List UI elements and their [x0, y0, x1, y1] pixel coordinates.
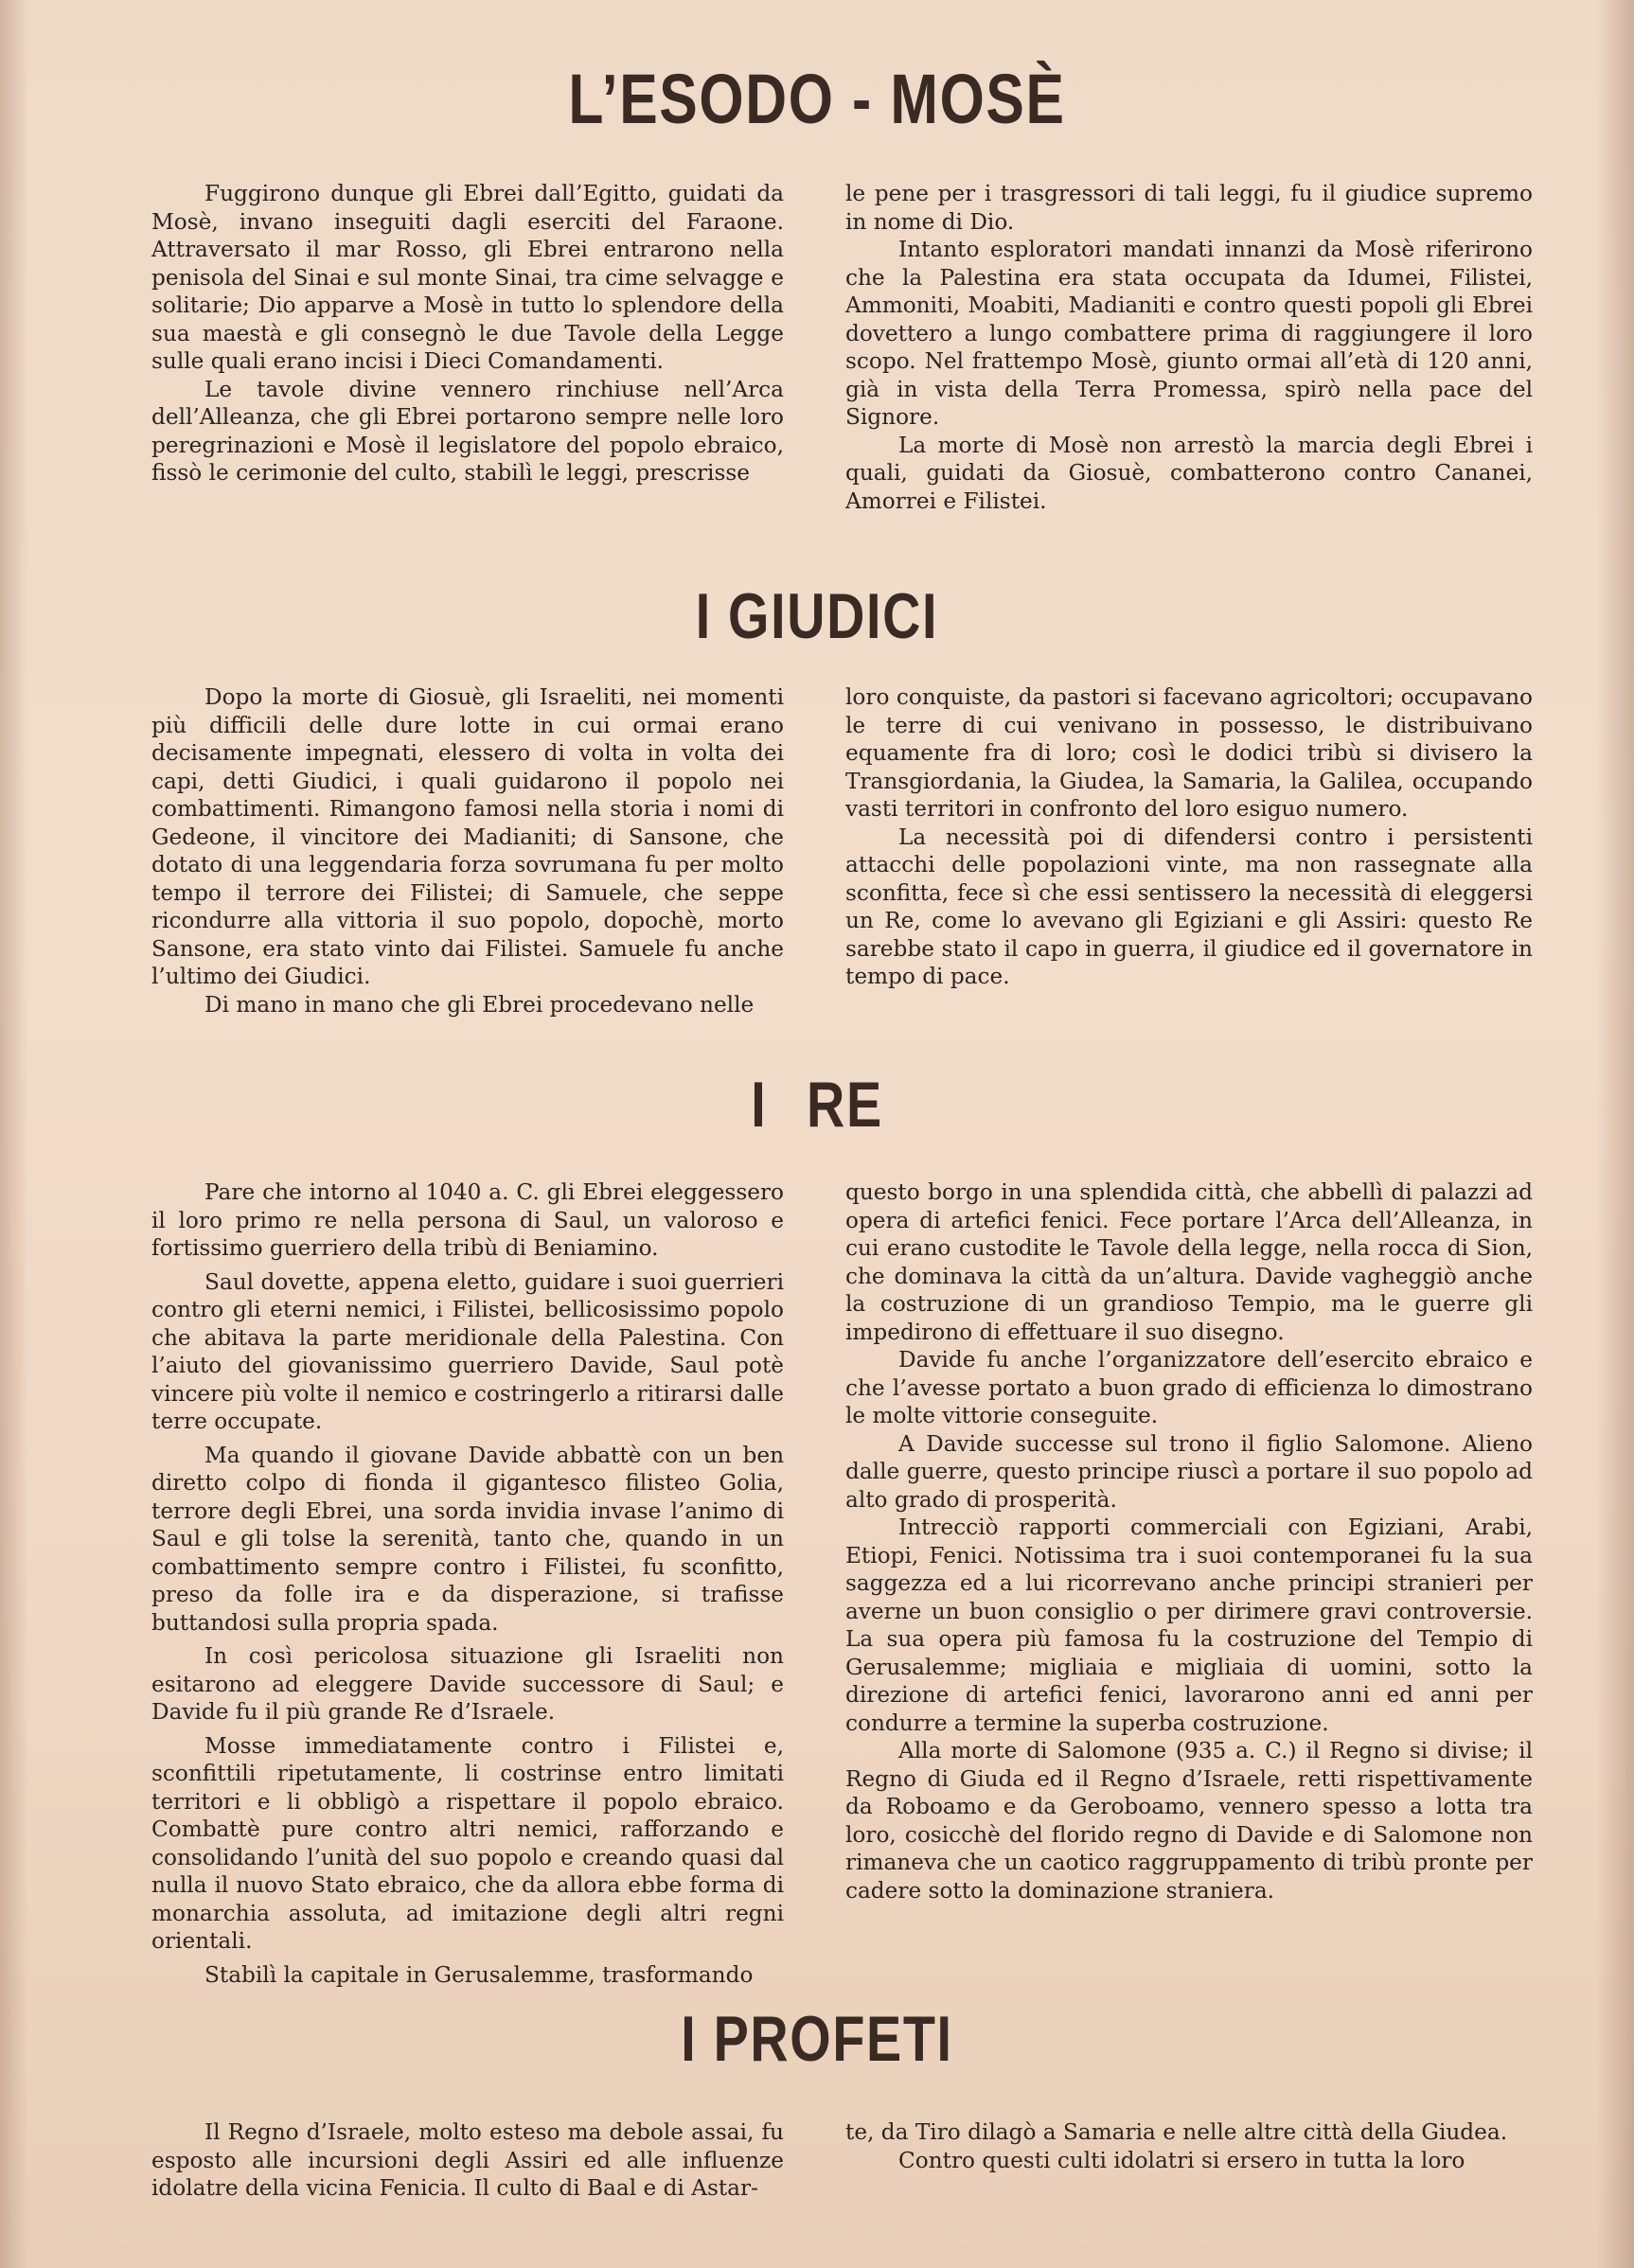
paragraph: Fuggirono dunque gli Ebrei dall’Egitto, guidati da Mosè, invano inseguiti dagli eserciti del Faraone. Attraversato il mar Rosso, gli Ebrei entrarono nella penisola del Sinai e sul monte Sinai, tra cime selvagge e solitarie; Dio apparve a Mosè in tutto lo splendore della sua maestà e gli consegnò le due Tavole della Legge sulle quali erano incisi i Dieci Comandamenti. [151, 181, 784, 374]
paragraph: le pene per i trasgressori di tali leggi, fu il giudice supremo in nome di Dio. [845, 181, 1533, 235]
paragraph: Ma quando il giovane Davide abbattè con un ben diretto colpo di fionda il gigantesco filisteo Golia, terrore degli Ebrei, una sorda invidia invase l’animo di Saul e gli tolse la serenità, tanto che, quando in un combattimento sempre contro i Filistei, fu sconfitto, preso da folle ira e da disperazione, si trafisse buttandosi sulla propria spada. [151, 1442, 784, 1636]
paragraph: questo borgo in una splendida città, che abbellì di palazzi ad opera di artefici fenici. Fece portare l’Arca dell’Alleanza, in cui erano custodite le Tavole della legge, nella rocca di Sion, che dominava la città da un’altura. Davide vagheggiò anche la costruzione di un grandioso Tempio, ma le guerre gli impedirono di effettuare il suo disegno. [845, 1179, 1533, 1345]
paragraph: Le tavole divine vennero rinchiuse nell’Arca dell’Alleanza, che gli Ebrei portarono sempre nelle loro peregrinazioni e Mosè il legislatore del popolo ebraico, fissò le cerimonie del culto, stabilì le leggi, prescrisse [151, 376, 784, 486]
page-edge-shadow-left [0, 0, 28, 2268]
paragraph: Intanto esploratori mandati innanzi da Mosè riferirono che la Palestina era stata occupata da Idumei, Filistei, Ammoniti, Moabiti, Madianiti e contro questi popoli gli Ebrei dovettero a lungo combattere prima di raggiungere il loro scopo. Nel frattempo Mosè, giunto ormai all’età di 120 anni, già in vista della Terra Promessa, spirò nella pace del Signore. [845, 237, 1533, 430]
paragraph: A Davide successe sul trono il figlio Salomone. Alieno dalle guerre, questo principe riuscì a portare il suo popolo ad alto grado di prosperità. [845, 1430, 1533, 1513]
page-edge-shadow-right [1596, 0, 1634, 2268]
paragraph: Alla morte di Salomone (935 a. C.) il Regno si divise; il Regno di Giuda ed il Regno d’Israele, retti rispettivamente da Roboamo e da Geroboamo, vennero spesso a lotta tra loro, cosicchè del florido regno di Davide e di Salomone non rimaneva che un caotico raggruppamento di tribù pronte per cadere sotto la dominazione straniera. [845, 1738, 1533, 1904]
section-giudici-right-column [845, 683, 1533, 991]
paragraph: La necessità poi di difendersi contro i persistenti attacchi delle popolazioni vinte, ma non rassegnate alla sconfitta, fece sì che essi sentissero la necessità di eleggersi un Re, come lo avevano gli Egiziani e gli Assiri: questo Re sarebbe stato il capo in guerra, il giudice ed il governatore in tempo di pace. [845, 824, 1533, 989]
paragraph: Davide fu anche l’organizzatore dell’esercito ebraico e che l’avesse portato a buon grado di efficienza lo dimostrano le molte vittorie conseguite. [845, 1347, 1533, 1428]
section-esodo-left-column [151, 180, 784, 487]
paragraph: loro conquiste, da pastori si facevano agricoltori; occupavano le terre di cui venivano in possesso, le distribuivano equamente fra di loro; così le dodici tribù si divisero la Transgiordania, la Giudea, la Samaria, la Galilea, occupando vasti territori in confronto del loro esiguo numero. [845, 684, 1533, 822]
section-profeti-right-column [845, 2118, 1533, 2174]
paragraph: Pare che intorno al 1040 a. C. gli Ebrei eleggessero il loro primo re nella persona di Saul, un valoroso e fortissimo guerriero della tribù di Beniamino. [151, 1179, 784, 1261]
paragraph: Intrecciò rapporti commerciali con Egiziani, Arabi, Etiopi, Fenici. Notissima tra i suoi contemporanei fu la sua saggezza ed a lui ricorrevano anche principi stranieri per averne un buon consiglio o per dirimere gravi controversie. La sua opera più famosa fu la costruzione del Tempio di Gerusalemme; migliaia e migliaia di uomini, sotto la direzione di artefici fenici, lavorarono anni ed anni per condurre a termine la superba costruzione. [845, 1515, 1533, 1736]
section-giudici-left-column [151, 683, 784, 1019]
paragraph: In così pericolosa situazione gli Israeliti non esitarono ad eleggere Davide successore di Saul; e Davide fu il più grande Re d’Israele. [151, 1643, 784, 1725]
section-re-left-column [151, 1178, 784, 1989]
section-esodo-right-column [845, 180, 1533, 515]
section-profeti-left-column [151, 2118, 784, 2203]
paragraph: La morte di Mosè non arrestò la marcia degli Ebrei i quali, guidati da Giosuè, combatterono contro Cananei, Amorrei e Filistei. [845, 432, 1533, 514]
paragraph: te, da Tiro dilagò a Samaria e nelle altre città della Giudea. [845, 2119, 1508, 2145]
paragraph: Dopo la morte di Giosuè, gli Israeliti, nei momenti più difficili delle dure lotte in cui ormai erano decisamente impegnati, elessero di volta in volta dei capi, detti Giudici, i quali guidarono il popolo nei combattimenti. Rimangono famosi nella storia i nomi di Gedeone, il vincitore dei Madianiti; di Sansone, che dotato di una leggendaria forza sovrumana fu per molto tempo il terrore dei Filistei; di Samuele, che seppe ricondurre alla vittoria il suo popolo, dopochè, morto Sansone, era stato vinto dai Filistei. Samuele fu anche l’ultimo dei Giudici. [151, 684, 784, 989]
section-title-profeti: I PROFETI [681, 2003, 953, 2075]
paragraph: Stabilì la capitale in Gerusalemme, trasformando [204, 1961, 754, 1988]
paragraph: Mosse immediatamente contro i Filistei e, sconfittili ripetutamente, li costrinse entro limitati territori e li obbligò a rispettare il popolo ebraico. Combattè pure contro altri nemici, rafforzando e consolidando l’unità del suo popolo e creando quasi dal nulla il nuovo Stato ebraico, che da allora ebbe forma di monarchia assoluta, ad imitazione degli altri regni orientali. [151, 1732, 784, 1954]
section-title-re: I RE [751, 1069, 883, 1141]
paragraph: Di mano in mano che gli Ebrei procedevano nelle [204, 991, 755, 1018]
paragraph: Contro questi culti idolatri si ersero in tutta la loro [898, 2147, 1465, 2173]
section-title-giudici: I GIUDICI [695, 580, 939, 652]
section-title-esodo: L’ESODO - MOSÈ [568, 60, 1066, 138]
section-re-right-column [845, 1178, 1533, 1905]
paragraph: Saul dovette, appena eletto, guidare i suoi guerrieri contro gli eterni nemici, i Filistei, bellicosissimo popolo che abitava la parte meridionale della Palestina. Con l’aiuto del giovanissimo guerriero Davide, Saul potè vincere più volte il nemico e costringerlo a ritirarsi dalle terre occupate. [151, 1268, 784, 1434]
paragraph: Il Regno d’Israele, molto esteso ma debole assai, fu esposto alle incursioni degli Assiri ed alle influenze idolatre della vicina Fenicia. Il culto di Baal e di Astar- [151, 2119, 784, 2201]
